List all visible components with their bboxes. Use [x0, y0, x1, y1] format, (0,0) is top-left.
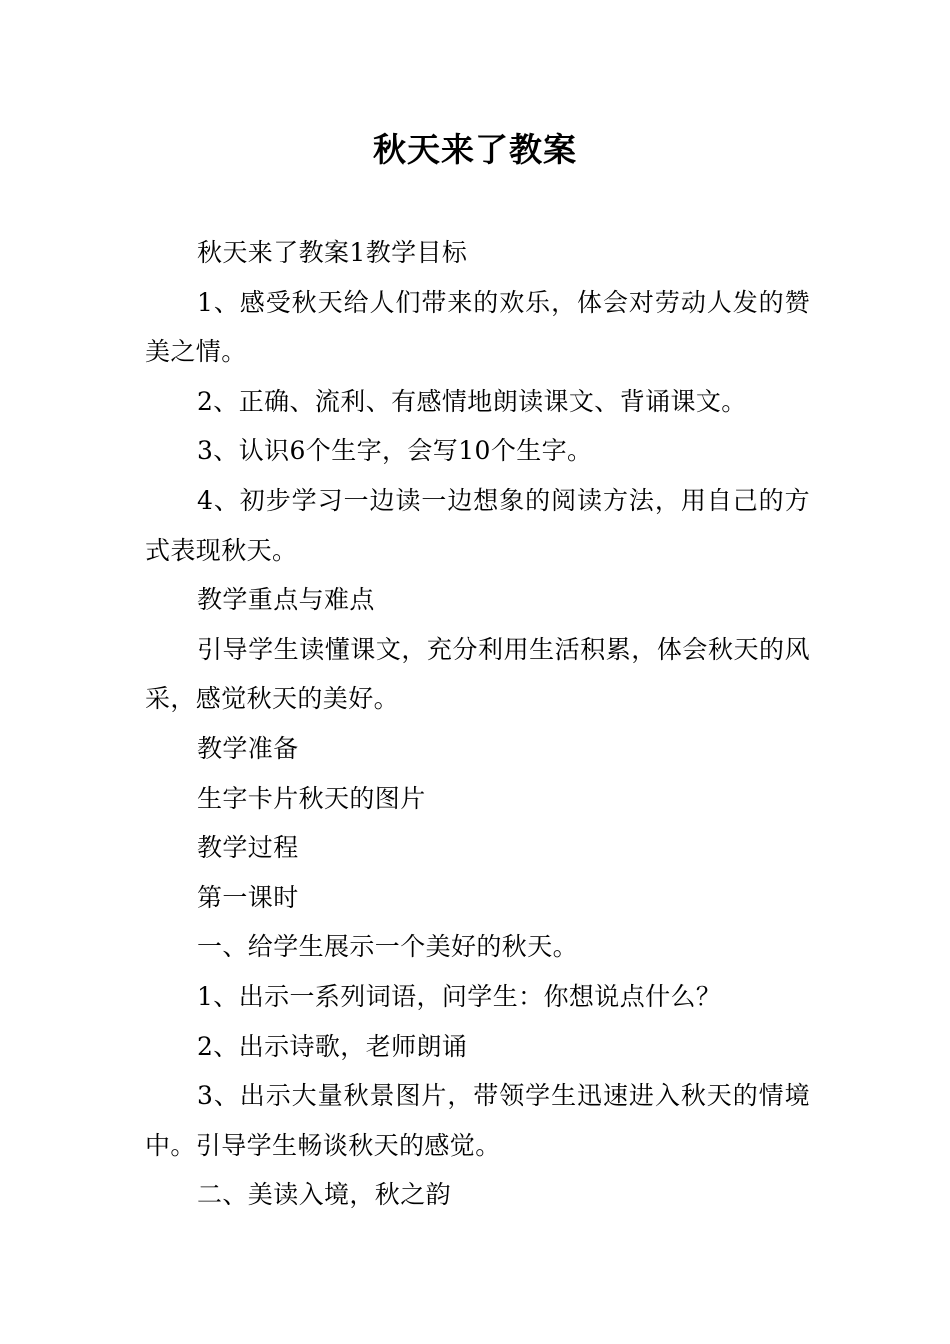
paragraph-step-two: 二、美读入境，秋之韵	[197, 1180, 452, 1210]
paragraph-goal-2: 2、正确、流利、有感情地朗读课文、背诵课文。	[197, 386, 747, 416]
paragraph-step-one: 一、给学生展示一个美好的秋天。	[197, 932, 579, 962]
document-title: 秋天来了教案	[373, 130, 577, 169]
paragraph-goal-1: 1、感受秋天给人们带来的欢乐，体会对劳动人发的赞美之情。	[145, 287, 810, 367]
section-heading-preparation: 教学准备	[197, 733, 299, 763]
paragraph-step-one-3: 3、出示大量秋景图片，带领学生迅速进入秋天的情境中。引导学生畅谈秋天的感觉。	[145, 1081, 810, 1160]
section-heading-process: 教学过程	[197, 833, 299, 863]
paragraph-goal-4: 4、初步学习一边读一边想象的阅读方法，用自己的方式表现秋天。	[145, 485, 810, 565]
paragraph-goal-3: 3、认识6个生字，会写10个生字。	[197, 436, 593, 466]
section-heading-key-points: 教学重点与难点	[197, 585, 375, 615]
paragraph-step-one-1: 1、出示一系列词语，问学生：你想说点什么？	[197, 981, 722, 1011]
paragraph-preparation: 生字卡片秋天的图片	[197, 783, 426, 813]
section-heading-first-lesson: 第一课时	[197, 882, 299, 912]
document-body	[145, 228, 810, 1220]
paragraph-lesson-heading: 秋天来了教案1教学目标	[197, 238, 468, 267]
paragraph-step-one-2: 2、出示诗歌，老师朗诵	[197, 1031, 468, 1061]
paragraph-key-points: 引导学生读懂课文，充分利用生活积累，体会秋天的风采，感觉秋天的美好。	[145, 634, 810, 714]
